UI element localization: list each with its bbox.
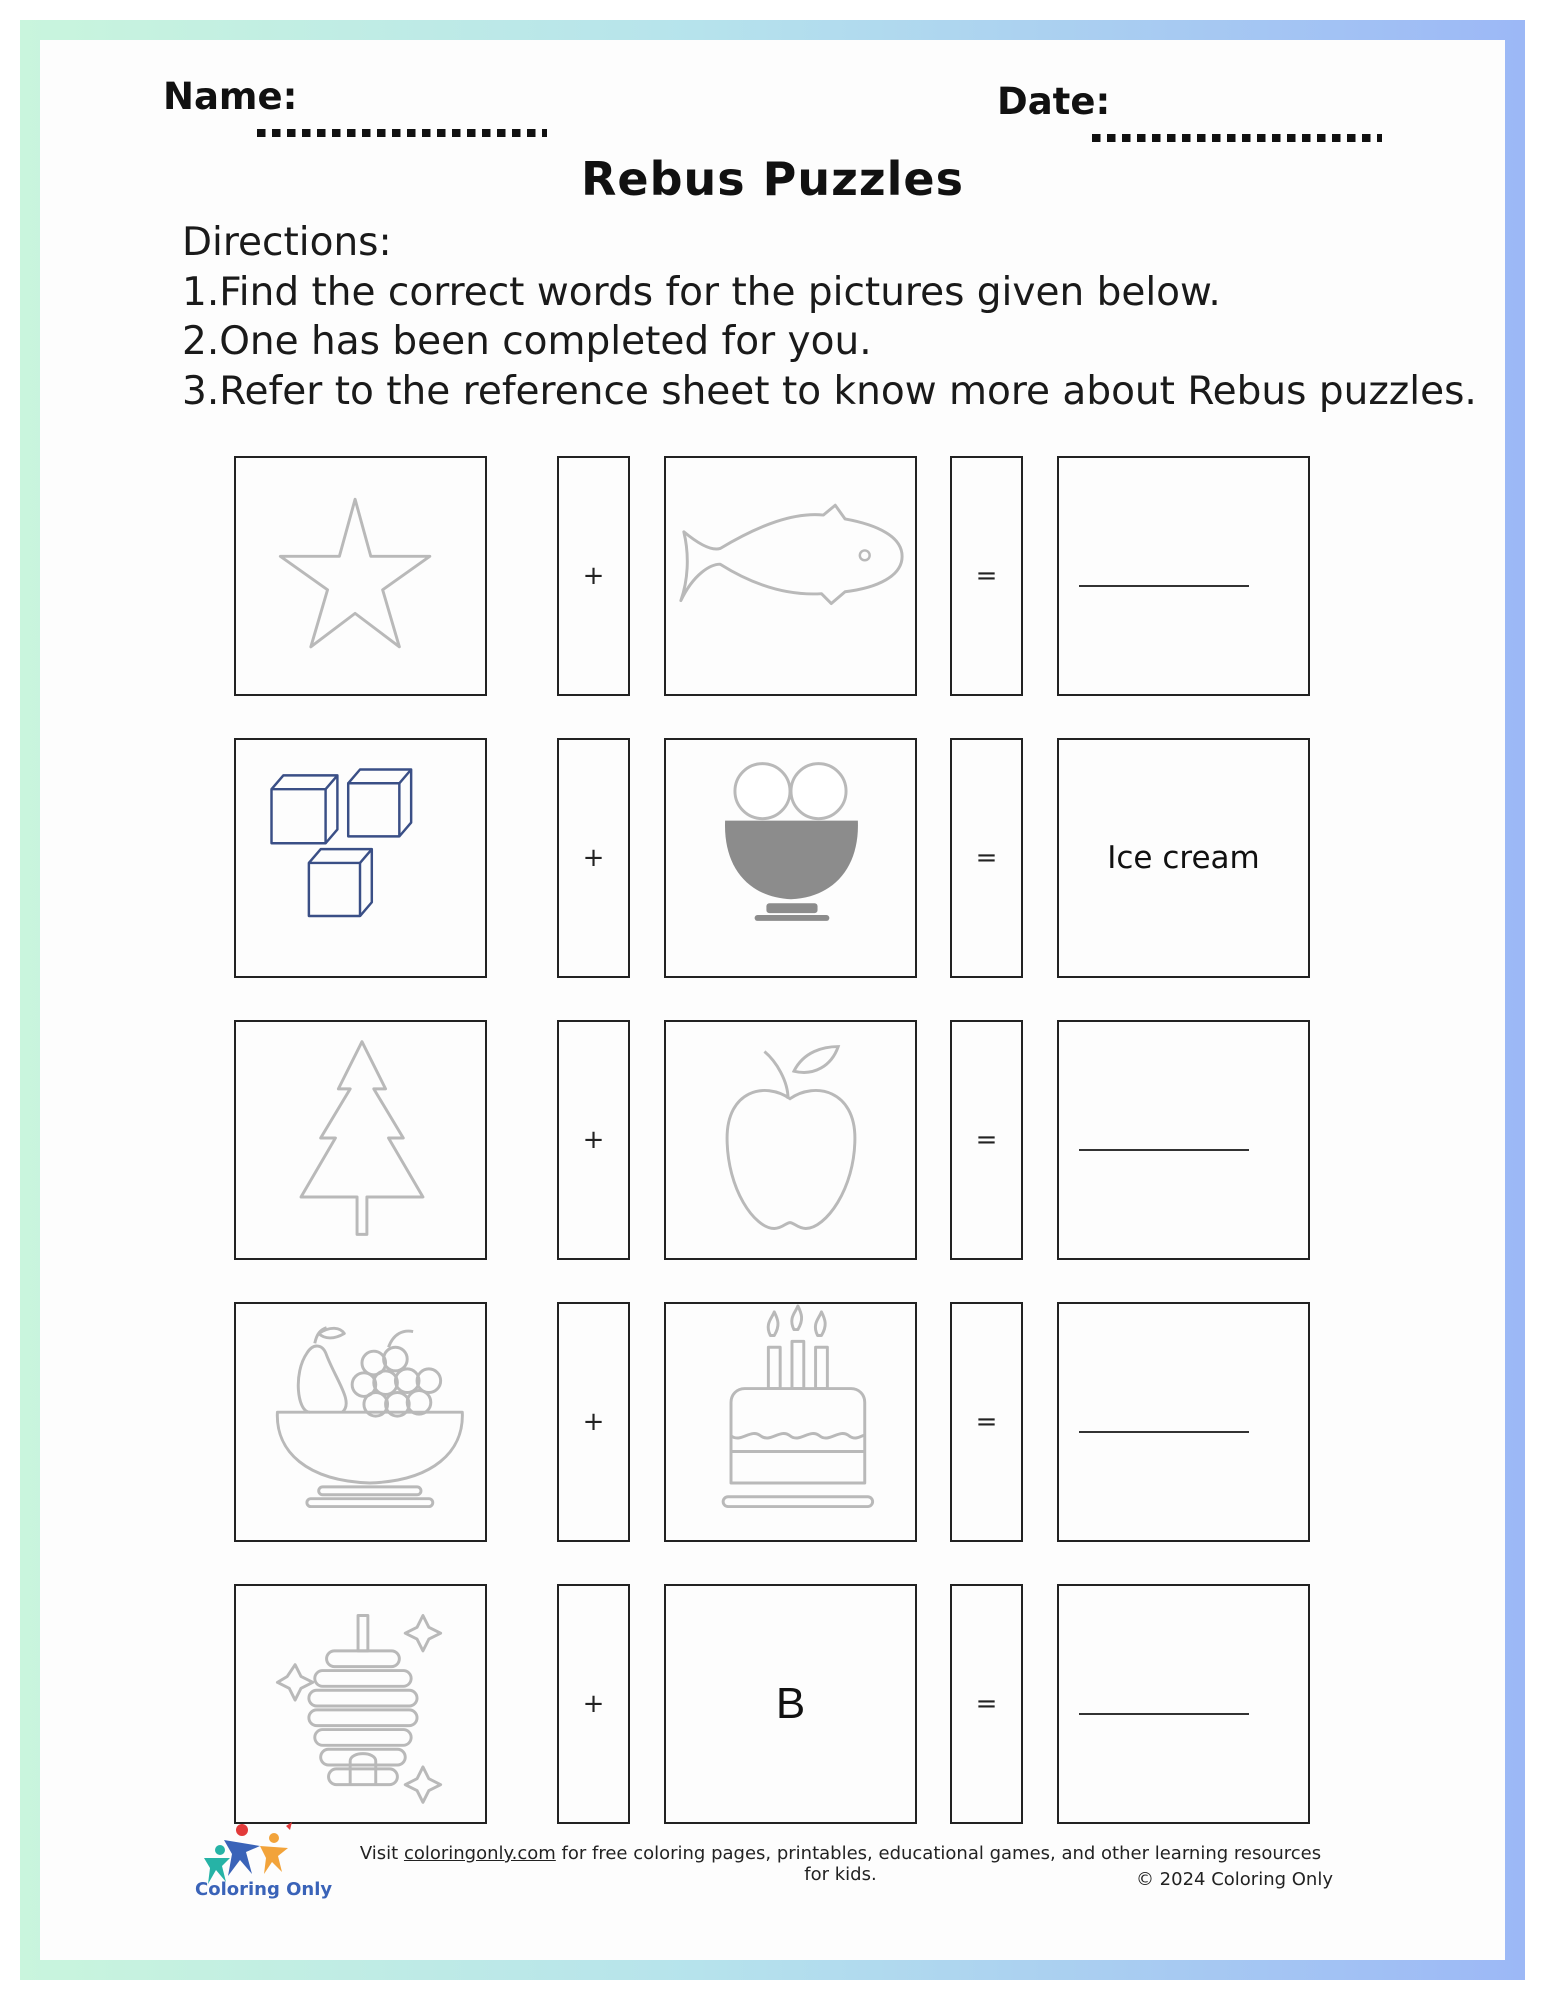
letter-b: B <box>775 1679 806 1728</box>
date-label: Date: <box>997 80 1111 123</box>
equals-sign: = <box>950 1020 1023 1260</box>
answer-line[interactable] <box>1079 1713 1249 1715</box>
answer-line[interactable] <box>1079 1431 1249 1433</box>
picture-box <box>234 456 487 696</box>
copyright: © 2024 Coloring Only <box>1135 1869 1333 1890</box>
name-label: Name: <box>163 75 298 118</box>
answer-line[interactable] <box>1079 1149 1249 1151</box>
page-title: Rebus Puzzles <box>580 152 965 206</box>
answer-text: Ice cream <box>1107 840 1260 876</box>
answer-box[interactable] <box>1057 1020 1310 1260</box>
directions <box>182 218 1477 416</box>
fruit-bowl-icon <box>236 1304 485 1540</box>
answer-line[interactable] <box>1079 585 1249 587</box>
direction-step: 1.Find the correct words for the pictures given below. <box>182 269 1221 315</box>
direction-step: 3.Refer to the reference sheet to know more about Rebus puzzles. <box>182 368 1477 414</box>
answer-box[interactable] <box>1057 456 1310 696</box>
website-link[interactable]: coloringonly.com <box>403 1843 556 1864</box>
apple-icon <box>666 1022 915 1258</box>
picture-box <box>664 1302 917 1542</box>
equals-sign: = <box>950 1584 1023 1824</box>
birthday-cake-icon <box>666 1304 915 1540</box>
equals-sign: = <box>950 456 1023 696</box>
equals-sign: = <box>950 1302 1023 1542</box>
fish-icon <box>666 458 915 694</box>
footer-prefix: Visit <box>359 1843 404 1864</box>
pine-tree-icon <box>236 1022 485 1258</box>
letter-box <box>664 1584 917 1824</box>
picture-box <box>664 456 917 696</box>
date-field[interactable] <box>1092 134 1382 142</box>
bowl-of-cream-icon <box>666 740 915 976</box>
directions-heading: Directions: <box>182 220 392 265</box>
answer-box[interactable] <box>1057 738 1310 978</box>
plus-sign: + <box>557 1302 630 1542</box>
picture-box <box>234 1302 487 1542</box>
beehive-icon <box>236 1586 485 1822</box>
picture-box <box>234 738 487 978</box>
plus-sign: + <box>557 456 630 696</box>
plus-sign: + <box>557 1584 630 1824</box>
plus-sign: + <box>557 1020 630 1260</box>
picture-box <box>664 738 917 978</box>
plus-sign: + <box>557 738 630 978</box>
equals-sign: = <box>950 738 1023 978</box>
picture-box <box>664 1020 917 1260</box>
logo-text: Coloring Only <box>195 1879 333 1900</box>
answer-box[interactable] <box>1057 1584 1310 1824</box>
ice-cubes-icon <box>236 740 485 976</box>
name-field[interactable] <box>257 129 547 137</box>
picture-box <box>234 1020 487 1260</box>
picture-box <box>234 1584 487 1824</box>
footer-suffix: for free coloring pages, printables, educational games, and other learning resources for kids. <box>555 1843 1322 1885</box>
answer-box[interactable] <box>1057 1302 1310 1542</box>
direction-step: 2.One has been completed for you. <box>182 319 872 364</box>
star-icon <box>236 458 485 694</box>
